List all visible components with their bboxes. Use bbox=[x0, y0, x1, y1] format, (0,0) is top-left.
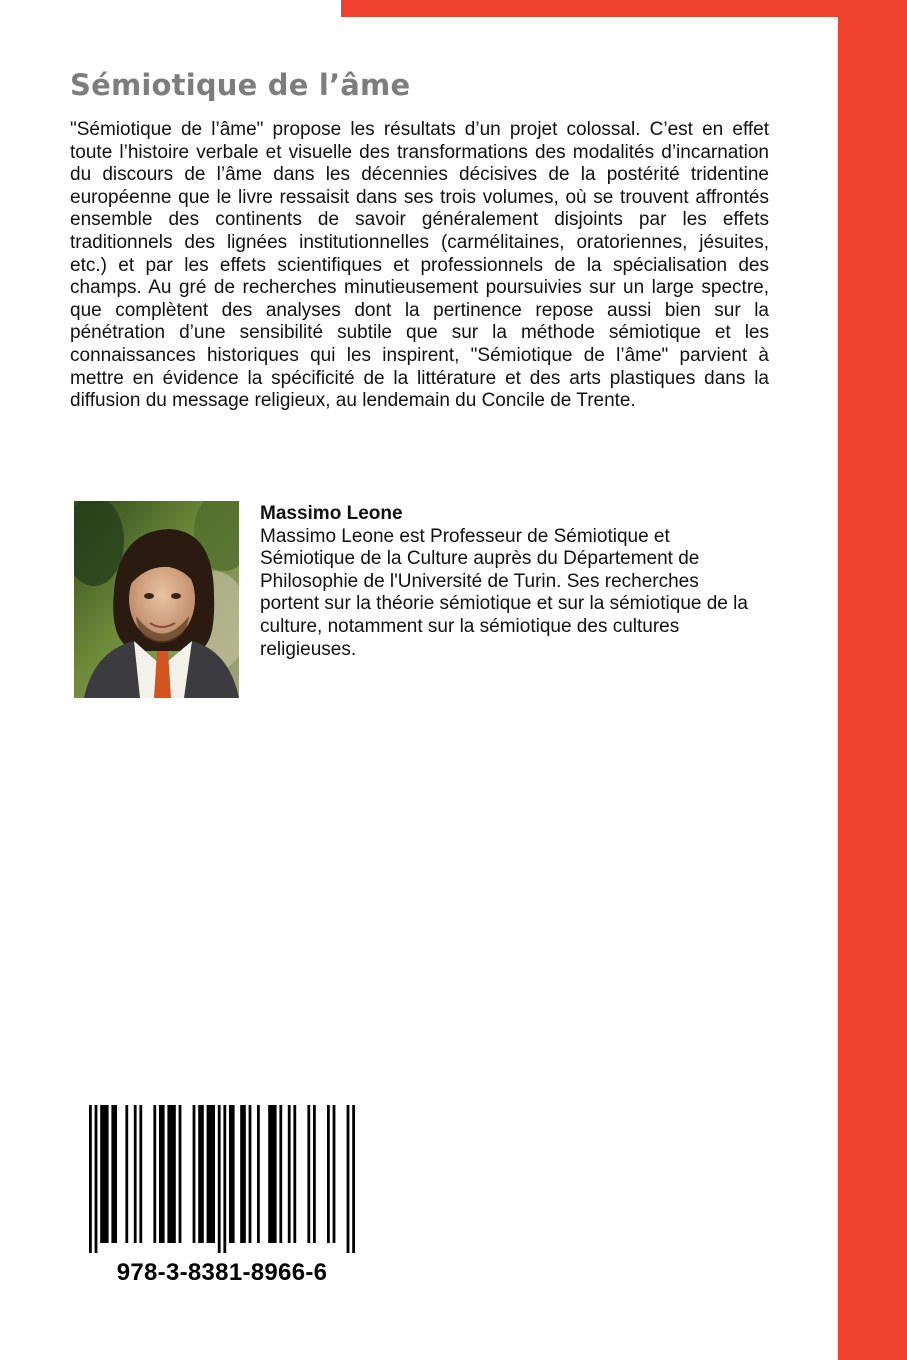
barcode-bar bbox=[288, 1105, 291, 1243]
barcode-bar bbox=[153, 1105, 156, 1243]
barcode-bar bbox=[229, 1105, 235, 1243]
barcode-bar bbox=[125, 1105, 128, 1243]
barcode-bar bbox=[293, 1105, 296, 1243]
barcode-bar bbox=[279, 1105, 282, 1243]
top-accent-bar bbox=[341, 0, 907, 17]
barcode-bar bbox=[89, 1105, 92, 1253]
barcode-bar bbox=[218, 1105, 221, 1253]
author-bio: Massimo Leone est Professeur de Sémiotique et Sémiotique de la Culture auprès du Département de Philosophie de l'Université de Turin. Ses recherches portent sur la théorie sémiotique et sur la sémiotique de la culture, notamment sur la sémiotique des cultures religieuses. bbox=[260, 525, 748, 660]
barcode-bar bbox=[268, 1105, 276, 1243]
barcode-bar bbox=[327, 1105, 330, 1243]
barcode-bar bbox=[307, 1105, 310, 1243]
barcode-bar bbox=[159, 1105, 165, 1243]
barcode-bar bbox=[179, 1105, 182, 1243]
author-info bbox=[260, 503, 780, 661]
barcode-bar bbox=[134, 1105, 137, 1243]
barcode-bar bbox=[207, 1105, 215, 1243]
barcode-bar bbox=[313, 1105, 316, 1243]
side-accent-bar bbox=[838, 0, 907, 1360]
author-photo bbox=[74, 501, 239, 698]
barcode-bar bbox=[95, 1105, 98, 1253]
author-portrait-image bbox=[74, 501, 239, 698]
isbn-number: 978-3-8381-8966-6 bbox=[116, 1259, 328, 1286]
barcode bbox=[89, 1105, 355, 1253]
author-name: Massimo Leone bbox=[260, 503, 403, 524]
barcode-bar bbox=[240, 1105, 246, 1243]
barcode-bar bbox=[167, 1105, 175, 1243]
barcode-bar bbox=[352, 1105, 355, 1253]
barcode-bar bbox=[257, 1105, 260, 1243]
barcode-bar bbox=[223, 1105, 226, 1253]
barcode-bar bbox=[100, 1105, 108, 1243]
book-title: Sémiotique de l’âme bbox=[70, 68, 411, 102]
barcode-bar bbox=[193, 1105, 196, 1243]
barcode-bar bbox=[249, 1105, 252, 1243]
barcode-bar bbox=[333, 1105, 336, 1243]
barcode-bar bbox=[139, 1105, 142, 1243]
barcode-bar bbox=[111, 1105, 117, 1243]
book-description: "Sémiotique de l’âme" propose les résultats d’un projet colossal. C’est en effet toute l’histoire verbale et visuelle des transformations des modalités d’incarnation du discours de l’âme dans les décennies décisives de la postérité tridentine européenne que le livre ressaisit dans ses trois volumes, où se trouvent affrontés ensemble des continents de savoir généralement disjoints par les effets traditionnels des lignées institutionnelles (carmélitaines, oratoriennes, jésuites, etc.) et par les effets scientifiques et professionnels de la spécialisation des champs. Au gré de recherches minutieusement poursuivies sur un large spectre, que complètent des analyses dont la pertinence repose aussi bien sur la pénétration d’une sensibilité subtile que sur la méthode sémiotique et les connaissances historiques qui les inspirent, "Sémiotique de l’âme" parvient à mettre en évidence la spécificité de la littérature et des arts plastiques dans la diffusion du message religieux, au lendemain du Concile de Trente. bbox=[70, 119, 769, 412]
barcode-bar bbox=[347, 1105, 350, 1253]
barcode-bar bbox=[198, 1105, 204, 1243]
